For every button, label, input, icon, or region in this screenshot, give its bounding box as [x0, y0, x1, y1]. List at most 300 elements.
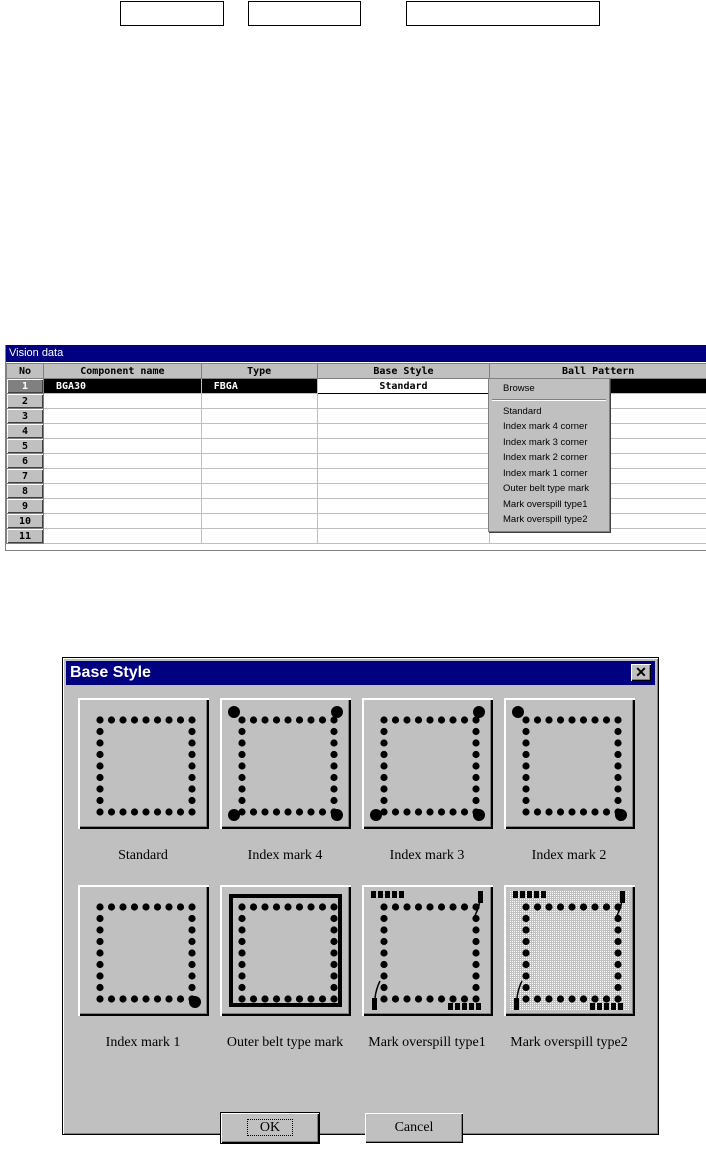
- type-cell[interactable]: [201, 529, 317, 544]
- ball-dot: [380, 972, 387, 979]
- ball-dot: [370, 809, 382, 821]
- ball-dot: [415, 716, 422, 723]
- ball-dot: [188, 739, 195, 746]
- ball-dot: [108, 716, 115, 723]
- ball-dot: [319, 995, 326, 1002]
- ball-dot: [108, 995, 115, 1002]
- ball-dot: [296, 716, 303, 723]
- ball-dot: [591, 995, 598, 1002]
- ball-dot: [449, 716, 456, 723]
- ball-dot: [614, 785, 621, 792]
- ball-dot: [238, 961, 245, 968]
- overspill-mark: [534, 891, 539, 898]
- ball-dot: [380, 716, 387, 723]
- ball-dot: [96, 785, 103, 792]
- ball-dot: [142, 716, 149, 723]
- ball-dot: [614, 961, 621, 968]
- row-number[interactable]: 6: [7, 454, 44, 469]
- ball-dot: [330, 739, 337, 746]
- menu-item[interactable]: Standard: [503, 406, 542, 417]
- ball-dot: [472, 938, 479, 945]
- ball-dot: [261, 903, 268, 910]
- ball-dot: [522, 808, 529, 815]
- base-style-cell[interactable]: [317, 469, 490, 484]
- overspill-mark: [604, 1003, 609, 1010]
- ball-dot: [188, 716, 195, 723]
- ball-dot: [614, 762, 621, 769]
- ball-dot: [238, 762, 245, 769]
- ball-dot: [250, 808, 257, 815]
- ball-dot: [96, 961, 103, 968]
- ball-dot: [472, 972, 479, 979]
- ball-dot: [415, 995, 422, 1002]
- col-header-base-style[interactable]: Base Style: [317, 364, 490, 379]
- ball-dot: [119, 995, 126, 1002]
- menu-separator: [492, 399, 606, 401]
- ball-dot: [273, 903, 280, 910]
- ball-dot: [96, 949, 103, 956]
- ball-dot: [261, 808, 268, 815]
- ball-dot: [188, 751, 195, 758]
- menu-item[interactable]: Index mark 2 corner: [503, 452, 588, 463]
- ball-dot: [142, 903, 149, 910]
- header-row: [7, 364, 706, 379]
- style-label: Mark overspill type2: [510, 1035, 628, 1050]
- base-style-cell[interactable]: Standard: [317, 379, 490, 394]
- ball-dot: [472, 949, 479, 956]
- overspill-mark: [399, 891, 404, 898]
- row-number[interactable]: 5: [7, 439, 44, 454]
- ball-dot: [330, 751, 337, 758]
- chip-pattern-icon: [504, 885, 635, 1016]
- ball-dot: [238, 926, 245, 933]
- row-number[interactable]: 2: [7, 394, 44, 409]
- ball-dot: [238, 949, 245, 956]
- ball-dot: [522, 972, 529, 979]
- ball-dot: [522, 774, 529, 781]
- overspill-mark: [514, 998, 519, 1010]
- chip-pattern-icon: [362, 885, 493, 1016]
- style-button-overspill2[interactable]: [504, 885, 635, 1016]
- type-cell[interactable]: FBGA: [201, 379, 317, 394]
- ball-dot: [557, 808, 564, 815]
- ball-dot: [238, 728, 245, 735]
- col-header-type[interactable]: Type: [201, 364, 317, 379]
- component-name-cell[interactable]: [43, 394, 201, 409]
- ball-dot: [545, 903, 552, 910]
- ball-dot: [614, 938, 621, 945]
- ball-dot: [614, 797, 621, 804]
- component-name-cell[interactable]: [43, 484, 201, 499]
- ball-dot: [426, 716, 433, 723]
- component-name-cell[interactable]: [43, 514, 201, 529]
- ball-dot: [319, 808, 326, 815]
- ball-dot: [522, 751, 529, 758]
- ball-dot: [603, 808, 610, 815]
- ball-dot: [188, 961, 195, 968]
- type-cell[interactable]: [201, 394, 317, 409]
- ball-dot: [522, 728, 529, 735]
- ball-dot: [545, 808, 552, 815]
- ball-dot: [96, 938, 103, 945]
- close-button[interactable]: [631, 664, 651, 681]
- ball-dot: [296, 995, 303, 1002]
- col-header-ball-pattern[interactable]: Ball Pattern: [490, 364, 706, 379]
- ball-dot: [580, 716, 587, 723]
- component-name-cell[interactable]: BGA30: [43, 379, 201, 394]
- ball-dot: [188, 938, 195, 945]
- ball-dot: [380, 938, 387, 945]
- ball-dot: [131, 716, 138, 723]
- ball-dot: [188, 972, 195, 979]
- overspill-mark: [541, 891, 546, 898]
- base-style-cell[interactable]: [317, 499, 490, 514]
- menu-item[interactable]: Browse: [503, 383, 535, 394]
- ball-dot: [142, 808, 149, 815]
- overspill-mark: [590, 1003, 595, 1010]
- style-label: Mark overspill type1: [368, 1035, 486, 1050]
- ball-dot: [177, 716, 184, 723]
- type-cell[interactable]: [201, 514, 317, 529]
- ball-dot: [188, 915, 195, 922]
- ball-dot: [177, 903, 184, 910]
- ball-dot: [96, 716, 103, 723]
- ball-dot: [534, 903, 541, 910]
- base-style-cell[interactable]: [317, 514, 490, 529]
- ball-dot: [557, 995, 564, 1002]
- ball-dot: [580, 995, 587, 1002]
- ball-dot: [284, 716, 291, 723]
- ball-dot: [188, 926, 195, 933]
- ball-dot: [449, 995, 456, 1002]
- row-number[interactable]: 4: [7, 424, 44, 439]
- ball-dot: [330, 915, 337, 922]
- ball-dot: [238, 716, 245, 723]
- ball-dot: [330, 984, 337, 991]
- ball-dot: [96, 739, 103, 746]
- ball-dot: [188, 728, 195, 735]
- ball-dot: [238, 785, 245, 792]
- ball-dot: [330, 972, 337, 979]
- ball-dot: [534, 716, 541, 723]
- ball-dot: [108, 808, 115, 815]
- type-cell[interactable]: [201, 499, 317, 514]
- chip-pattern-icon: [220, 698, 351, 829]
- ball-dot: [188, 949, 195, 956]
- chip-pattern-icon: [362, 698, 493, 829]
- ball-dot: [330, 785, 337, 792]
- ball-dot: [154, 995, 161, 1002]
- ball-dot: [330, 961, 337, 968]
- overspill-mark: [520, 891, 525, 898]
- style-button-overspill1[interactable]: [362, 885, 493, 1016]
- ball-dot: [238, 774, 245, 781]
- top-box-3: [406, 1, 600, 26]
- style-button-index4[interactable]: [220, 698, 351, 829]
- ball-dot: [568, 808, 575, 815]
- ball-dot: [380, 984, 387, 991]
- menu-item[interactable]: Index mark 3 corner: [503, 437, 588, 448]
- ball-dot: [614, 972, 621, 979]
- component-name-cell[interactable]: [43, 409, 201, 424]
- close-icon: ✕: [635, 664, 647, 680]
- overspill-mark: [372, 998, 377, 1010]
- style-button-index1[interactable]: [78, 885, 209, 1016]
- cancel-button[interactable]: [365, 1113, 463, 1143]
- ball-dot: [380, 926, 387, 933]
- ball-dot: [380, 739, 387, 746]
- row-number[interactable]: 10: [7, 514, 44, 529]
- base-style-cell[interactable]: [317, 394, 490, 409]
- cancel-label: Cancel: [394, 1120, 434, 1135]
- ball-dot: [228, 809, 240, 821]
- ball-dot: [522, 995, 529, 1002]
- type-cell[interactable]: [201, 454, 317, 469]
- ball-dot: [603, 716, 610, 723]
- row-number[interactable]: 9: [7, 499, 44, 514]
- ball-dot: [188, 774, 195, 781]
- ball-dot: [238, 903, 245, 910]
- ball-dot: [319, 716, 326, 723]
- ball-dot: [131, 903, 138, 910]
- ball-dot: [614, 995, 621, 1002]
- ball-dot: [472, 926, 479, 933]
- ball-dot: [188, 903, 195, 910]
- ball-dot: [522, 739, 529, 746]
- ball-dot: [330, 797, 337, 804]
- ball-dot: [96, 995, 103, 1002]
- outer-belt-frame: [231, 896, 340, 1005]
- overspill-mark: [378, 891, 383, 898]
- menu-item[interactable]: Mark overspill type2: [503, 514, 588, 525]
- ball-dot: [614, 751, 621, 758]
- ball-dot: [403, 995, 410, 1002]
- ball-dot: [472, 785, 479, 792]
- ball-dot: [403, 716, 410, 723]
- ball-dot: [108, 903, 115, 910]
- ball-dot: [131, 995, 138, 1002]
- style-label: Standard: [118, 848, 168, 863]
- ball-dot: [472, 739, 479, 746]
- row-number[interactable]: 11: [7, 529, 44, 544]
- overspill-mark: [513, 891, 518, 898]
- ball-dot: [96, 751, 103, 758]
- ok-label: OK: [247, 1119, 293, 1136]
- menu-item[interactable]: Outer belt type mark: [503, 483, 590, 494]
- ball-dot: [614, 949, 621, 956]
- ball-dot: [580, 808, 587, 815]
- ball-dot: [119, 903, 126, 910]
- chip-pattern-icon: [78, 698, 209, 829]
- ball-dot: [438, 808, 445, 815]
- style-button-index2[interactable]: [504, 698, 635, 829]
- ball-dot: [330, 903, 337, 910]
- ball-dot: [392, 716, 399, 723]
- ball-dot: [512, 706, 524, 718]
- ball-dot: [614, 716, 621, 723]
- ball-dot: [96, 915, 103, 922]
- ball-dot: [472, 984, 479, 991]
- ball-dot: [330, 774, 337, 781]
- ball-dot: [96, 972, 103, 979]
- ball-dot: [330, 762, 337, 769]
- ball-dot: [238, 797, 245, 804]
- row-number[interactable]: 7: [7, 469, 44, 484]
- ball-dot: [472, 995, 479, 1002]
- ball-dot: [238, 995, 245, 1002]
- ball-dot: [250, 716, 257, 723]
- style-label: Index mark 1: [105, 1035, 181, 1050]
- ball-dot: [119, 808, 126, 815]
- ball-dot: [296, 903, 303, 910]
- base-style-cell[interactable]: [317, 424, 490, 439]
- ball-dot: [522, 903, 529, 910]
- ball-dot: [96, 808, 103, 815]
- ball-dot: [522, 785, 529, 792]
- ball-dot: [472, 728, 479, 735]
- base-style-cell[interactable]: [317, 484, 490, 499]
- base-style-cell[interactable]: [317, 409, 490, 424]
- style-label: Index mark 3: [389, 848, 465, 863]
- overspill-mark: [371, 891, 376, 898]
- ball-dot: [154, 903, 161, 910]
- ball-dot: [614, 774, 621, 781]
- ok-button[interactable]: [221, 1113, 319, 1143]
- ball-dot: [426, 903, 433, 910]
- ball-dot: [238, 972, 245, 979]
- ball-dot: [615, 809, 627, 821]
- ball-dot: [330, 926, 337, 933]
- type-cell[interactable]: [201, 409, 317, 424]
- ball-dot: [119, 716, 126, 723]
- ball-dot: [461, 716, 468, 723]
- base-style-cell[interactable]: [317, 439, 490, 454]
- component-name-cell[interactable]: [43, 469, 201, 484]
- top-box-1: [120, 1, 224, 26]
- ball-dot: [438, 995, 445, 1002]
- ball-dot: [603, 903, 610, 910]
- ball-dot: [331, 706, 343, 718]
- ball-dot: [238, 739, 245, 746]
- ball-dot: [165, 995, 172, 1002]
- ball-dot: [545, 995, 552, 1002]
- ball-dot: [392, 903, 399, 910]
- ball-dot: [568, 716, 575, 723]
- ball-dot: [580, 903, 587, 910]
- ball-dot: [307, 903, 314, 910]
- menu-item[interactable]: Mark overspill type1: [503, 499, 588, 510]
- component-name-cell[interactable]: [43, 529, 201, 544]
- ball-dot: [273, 995, 280, 1002]
- ball-dot: [522, 938, 529, 945]
- type-cell[interactable]: [201, 439, 317, 454]
- ball-dot: [380, 961, 387, 968]
- ball-dot: [238, 984, 245, 991]
- ball-dot: [380, 995, 387, 1002]
- type-cell[interactable]: [201, 484, 317, 499]
- ball-dot: [188, 785, 195, 792]
- menu-item[interactable]: Index mark 1 corner: [503, 468, 588, 479]
- row-number[interactable]: 8: [7, 484, 44, 499]
- ball-dot: [472, 762, 479, 769]
- row-number[interactable]: 1: [7, 379, 44, 394]
- ball-dot: [238, 938, 245, 945]
- ball-dot: [473, 809, 485, 821]
- ball-dot: [614, 926, 621, 933]
- ball-dot: [472, 797, 479, 804]
- ball-dot: [591, 903, 598, 910]
- type-cell[interactable]: [201, 469, 317, 484]
- ball-dot: [273, 808, 280, 815]
- ball-dot: [614, 728, 621, 735]
- ball-dot: [330, 938, 337, 945]
- overspill-lead: [375, 981, 380, 998]
- row-number[interactable]: 3: [7, 409, 44, 424]
- component-name-cell[interactable]: [43, 454, 201, 469]
- col-header-component-name[interactable]: Component name: [43, 364, 201, 379]
- style-button-index3[interactable]: [362, 698, 493, 829]
- ball-dot: [557, 716, 564, 723]
- overspill-mark: [618, 1003, 623, 1010]
- ball-dot: [250, 903, 257, 910]
- overspill-mark: [469, 1003, 474, 1010]
- ball-dot: [380, 728, 387, 735]
- dialog-titlebar: [66, 661, 655, 685]
- ball-dot: [534, 808, 541, 815]
- ball-dot: [188, 808, 195, 815]
- ball-dot: [568, 995, 575, 1002]
- base-style-cell[interactable]: [317, 529, 490, 544]
- ball-dot: [522, 915, 529, 922]
- ball-dot: [545, 716, 552, 723]
- ball-dot: [238, 915, 245, 922]
- ball-dot: [165, 903, 172, 910]
- ball-dot: [461, 808, 468, 815]
- style-button-belt[interactable]: [220, 885, 351, 1016]
- ball-dot: [380, 762, 387, 769]
- ball-dot: [154, 716, 161, 723]
- overspill-mark: [476, 1003, 481, 1010]
- ball-dot: [426, 995, 433, 1002]
- ball-dot: [250, 995, 257, 1002]
- ball-dot: [380, 949, 387, 956]
- ball-dot: [380, 774, 387, 781]
- ball-dot: [296, 808, 303, 815]
- ball-dot: [426, 808, 433, 815]
- ball-dot: [307, 716, 314, 723]
- ball-dot: [534, 995, 541, 1002]
- ball-dot: [522, 949, 529, 956]
- style-button-standard[interactable]: [78, 698, 209, 829]
- ball-dot: [307, 995, 314, 1002]
- ball-dot: [142, 995, 149, 1002]
- component-name-cell[interactable]: [43, 439, 201, 454]
- component-name-cell[interactable]: [43, 499, 201, 514]
- col-header-no[interactable]: No: [7, 364, 44, 379]
- overspill-mark: [611, 1003, 616, 1010]
- base-style-cell[interactable]: [317, 454, 490, 469]
- menu-item[interactable]: Index mark 4 corner: [503, 421, 588, 432]
- ball-dot: [438, 716, 445, 723]
- ball-dot: [449, 808, 456, 815]
- ball-dot: [380, 903, 387, 910]
- ball-dot: [380, 751, 387, 758]
- ball-dot: [603, 995, 610, 1002]
- ball-dot: [415, 903, 422, 910]
- overspill-mark: [455, 1003, 460, 1010]
- component-name-cell[interactable]: [43, 424, 201, 439]
- type-cell[interactable]: [201, 424, 317, 439]
